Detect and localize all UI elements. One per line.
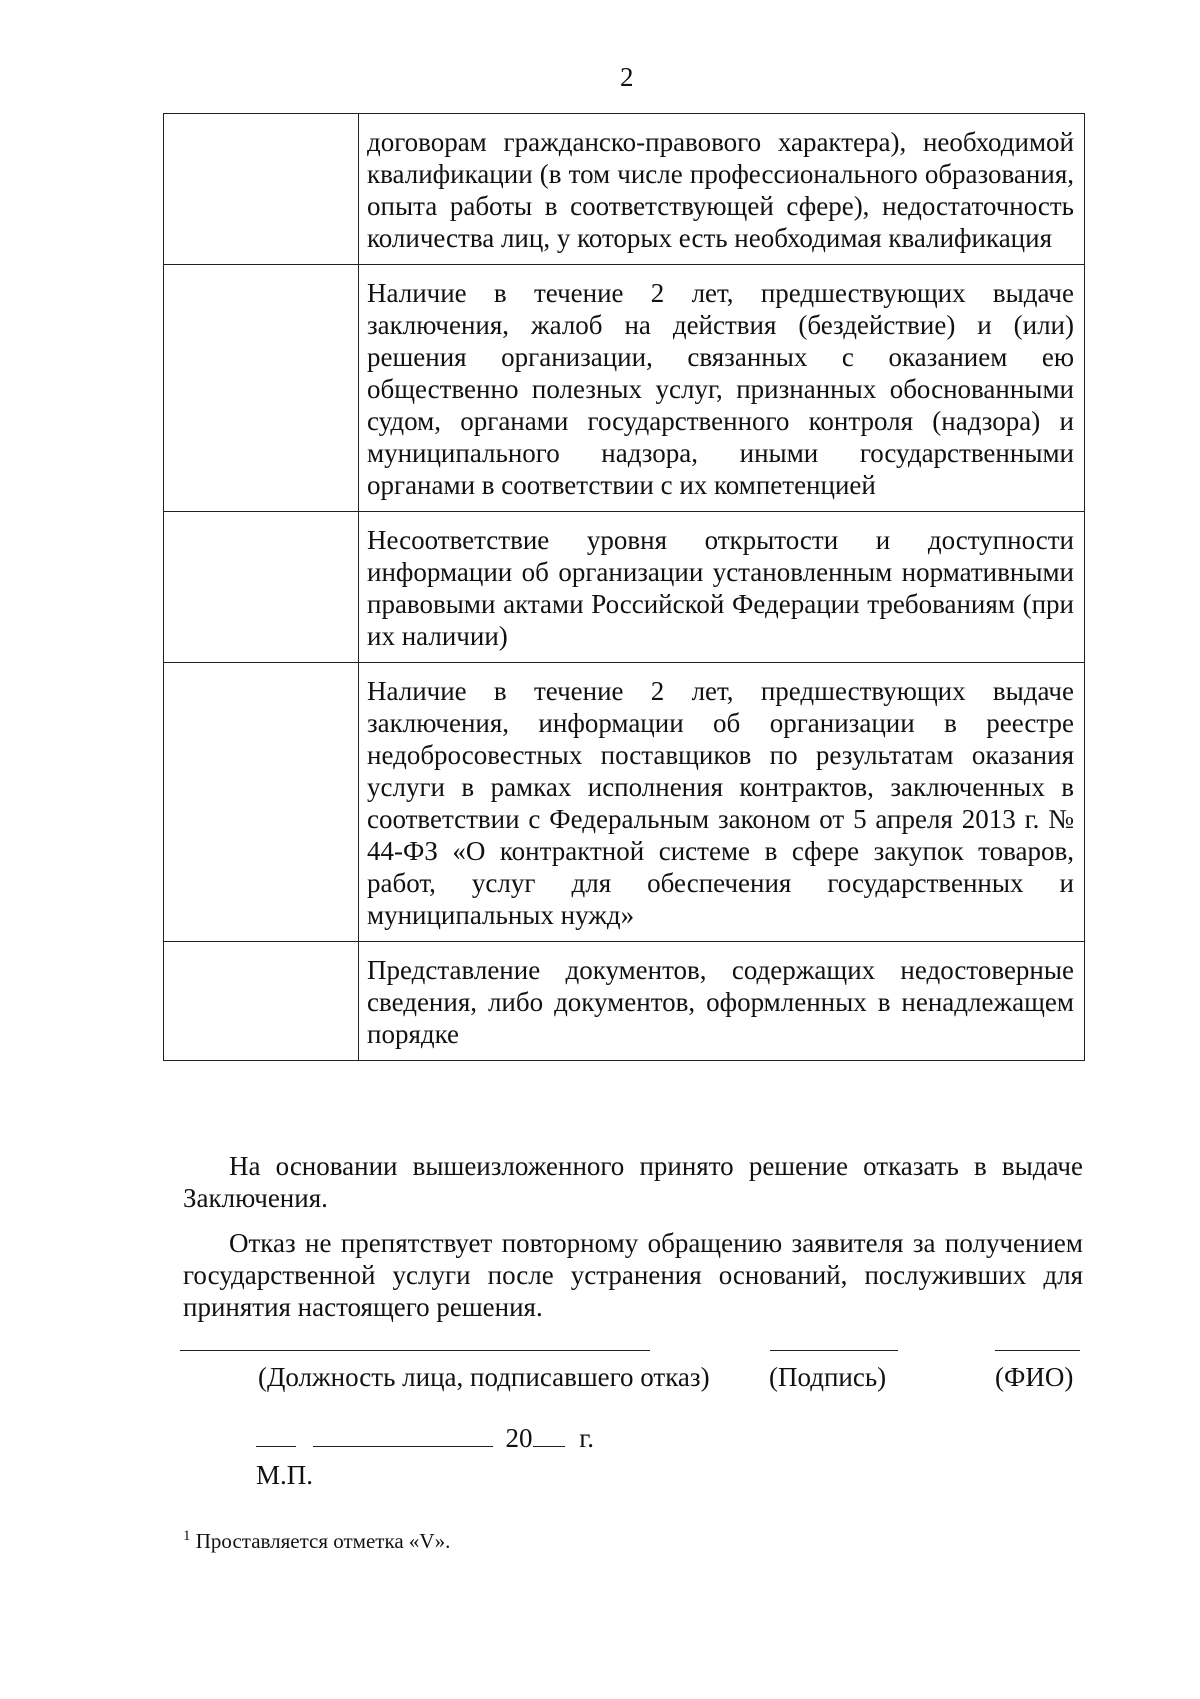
table-row	[164, 942, 1085, 1061]
name-signature-line	[995, 1350, 1080, 1351]
year-prefix: 20	[505, 1423, 533, 1453]
name-label: (ФИО)	[995, 1362, 1074, 1392]
table-row	[164, 265, 1085, 512]
mark-cell	[164, 114, 359, 265]
reason-text: договорам гражданско-правового характера), необходимой квалификации (в том числе профессионального образования, опыта работы в соответствующей сфере), недостаточность количества лиц, у которых есть необходимая квалификация	[359, 114, 1085, 265]
stamp-placeholder: М.П.	[256, 1460, 314, 1490]
reason-text: Представление документов, содержащих недостоверные сведения, либо документов, оформленных в ненадлежащем порядке	[359, 942, 1085, 1061]
repeat-application-paragraph: Отказ не препятствует повторному обращению заявителя за получением государственной услуги после устранения оснований, послуживших для принятия настоящего решения.	[183, 1228, 1083, 1322]
month-blank	[313, 1420, 493, 1447]
reason-text: Несоответствие уровня открытости и доступности информации об организации установленным нормативными правовыми актами Российской Федерации требованиям (при их наличии)	[359, 512, 1085, 663]
mark-cell	[164, 265, 359, 512]
decision-paragraph: На основании вышеизложенного принято решение отказать в выдаче Заключения.	[183, 1151, 1083, 1213]
position-signature-line	[180, 1350, 650, 1351]
mark-cell	[164, 942, 359, 1061]
reason-text: Наличие в течение 2 лет, предшествующих выдаче заключения, информации об организации в реестре недобросовестных поставщиков по результатам оказания услуги в рамках исполнения контрактов, заключенных в соответствии с Федеральным законом от 5 апреля 2013 г. № 44-ФЗ «О контрактной системе в сфере закупок товаров, работ, услуг для обеспечения государственных и муниципальных нужд»	[359, 663, 1085, 942]
footnote-text: Проставляется отметка «V».	[195, 1529, 451, 1553]
year-suffix: г.	[579, 1423, 595, 1453]
signature-label: (Подпись)	[769, 1362, 887, 1392]
signature-line	[770, 1350, 898, 1351]
table-row	[164, 663, 1085, 942]
footnote-mark: 1	[183, 1528, 191, 1544]
position-label: (Должность лица, подписавшего отказ)	[258, 1362, 710, 1392]
mark-cell	[164, 512, 359, 663]
year-blank	[533, 1420, 565, 1447]
table-row	[164, 512, 1085, 663]
day-blank	[256, 1420, 296, 1447]
refusal-reasons-table	[163, 113, 1085, 1061]
date-row	[256, 1420, 594, 1454]
page-number: 2	[620, 62, 634, 92]
footnote	[183, 1528, 450, 1554]
table-row	[164, 114, 1085, 265]
mark-cell	[164, 663, 359, 942]
reason-text: Наличие в течение 2 лет, предшествующих выдаче заключения, жалоб на действия (бездействие) и (или) решения организации, связанных с оказанием ею общественно полезных услуг, признанных обоснованными судом, органами государственного контроля (надзора) и муниципального надзора, иными государственными органами в соответствии с их компетенцией	[359, 265, 1085, 512]
